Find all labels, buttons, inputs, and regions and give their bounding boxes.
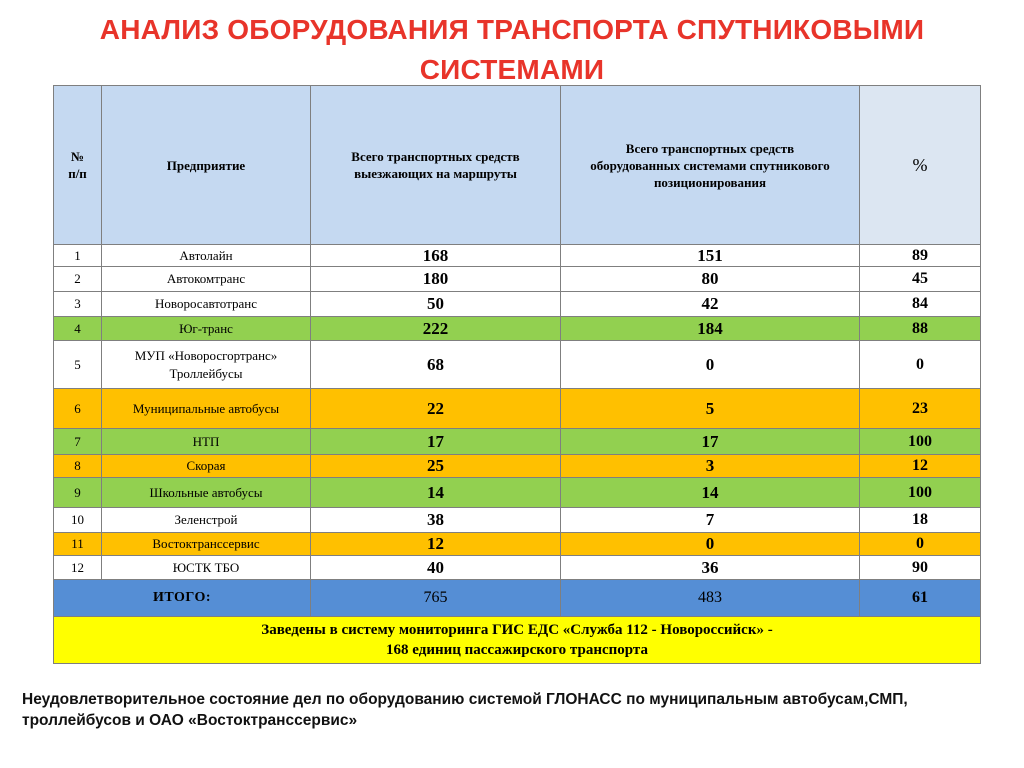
- header-number: № п/п: [54, 86, 102, 245]
- row-equipped-vehicles: 3: [561, 455, 860, 478]
- row-number: 4: [54, 317, 102, 341]
- row-percent: 88: [860, 317, 981, 341]
- row-equipped-vehicles: 42: [561, 292, 860, 317]
- row-number: 5: [54, 341, 102, 389]
- row-percent: 100: [860, 478, 981, 508]
- table-row: [54, 389, 981, 429]
- row-total-vehicles: 14: [311, 478, 561, 508]
- row-percent: 23: [860, 389, 981, 429]
- footer-note: Неудовлетворительное состояние дел по оборудованию системой ГЛОНАСС по муниципальным автобусам,СМП, троллейбусов и ОАО «Востоктранссервис»: [22, 691, 908, 729]
- row-enterprise: Востоктранссервис: [102, 533, 311, 556]
- row-equipped-vehicles: 14: [561, 478, 860, 508]
- table-header-row: [54, 86, 981, 245]
- row-enterprise: МУП «Новоросгортранс» Троллейбусы: [102, 341, 311, 389]
- totals-row: [54, 580, 981, 617]
- row-enterprise: ЮСТК ТБО: [102, 556, 311, 580]
- row-total-vehicles: 17: [311, 429, 561, 455]
- row-total-vehicles: 40: [311, 556, 561, 580]
- row-enterprise: НТП: [102, 429, 311, 455]
- row-total-vehicles: 38: [311, 508, 561, 533]
- row-enterprise: Зеленстрой: [102, 508, 311, 533]
- row-percent: 0: [860, 341, 981, 389]
- table-row: [54, 341, 981, 389]
- monitoring-note-row: [54, 617, 981, 664]
- row-enterprise: Школьные автобусы: [102, 478, 311, 508]
- row-total-vehicles: 50: [311, 292, 561, 317]
- row-percent: 84: [860, 292, 981, 317]
- row-total-vehicles: 12: [311, 533, 561, 556]
- monitoring-note: Заведены в систему мониторинга ГИС ЕДС «Служба 112 - Новороссийск» - 168 единиц пассажирского транспорта: [54, 617, 981, 664]
- page-title-line1: АНАЛИЗ ОБОРУДОВАНИЯ ТРАНСПОРТА СПУТНИКОВЫМИ: [99, 14, 925, 45]
- row-total-vehicles: 22: [311, 389, 561, 429]
- row-enterprise: Юг-транс: [102, 317, 311, 341]
- header-equipped-vehicles: Всего транспортных средств оборудованных системами спутникового позиционирования: [561, 86, 860, 245]
- row-percent: 18: [860, 508, 981, 533]
- table-row: [54, 508, 981, 533]
- row-equipped-vehicles: 0: [561, 533, 860, 556]
- row-number: 1: [54, 245, 102, 267]
- row-equipped-vehicles: 0: [561, 341, 860, 389]
- row-number: 12: [54, 556, 102, 580]
- row-number: 8: [54, 455, 102, 478]
- table-row: [54, 556, 981, 580]
- table-body: [54, 245, 981, 580]
- row-number: 2: [54, 267, 102, 292]
- row-percent: 90: [860, 556, 981, 580]
- row-total-vehicles: 222: [311, 317, 561, 341]
- row-equipped-vehicles: 17: [561, 429, 860, 455]
- row-number: 9: [54, 478, 102, 508]
- row-percent: 0: [860, 533, 981, 556]
- row-total-vehicles: 168: [311, 245, 561, 267]
- row-number: 6: [54, 389, 102, 429]
- row-number: 10: [54, 508, 102, 533]
- row-equipped-vehicles: 184: [561, 317, 860, 341]
- row-equipped-vehicles: 36: [561, 556, 860, 580]
- table-row: [54, 267, 981, 292]
- row-equipped-vehicles: 151: [561, 245, 860, 267]
- table-row: [54, 455, 981, 478]
- totals-equipped: 483: [561, 580, 860, 617]
- row-equipped-vehicles: 7: [561, 508, 860, 533]
- row-equipped-vehicles: 80: [561, 267, 860, 292]
- totals-label: ИТОГО:: [54, 580, 311, 617]
- table-row: [54, 478, 981, 508]
- row-percent: 100: [860, 429, 981, 455]
- header-total-vehicles: Всего транспортных средств выезжающих на маршруты: [311, 86, 561, 245]
- row-percent: 89: [860, 245, 981, 267]
- header-enterprise: Предприятие: [102, 86, 311, 245]
- header-percent: %: [860, 86, 981, 245]
- row-percent: 45: [860, 267, 981, 292]
- row-number: 3: [54, 292, 102, 317]
- table-row: [54, 429, 981, 455]
- page-title-line2: СИСТЕМАМИ: [419, 54, 605, 85]
- table-row: [54, 317, 981, 341]
- row-enterprise: Скорая: [102, 455, 311, 478]
- page-title: [0, 10, 1024, 90]
- table-row: [54, 245, 981, 267]
- row-equipped-vehicles: 5: [561, 389, 860, 429]
- row-enterprise: Автолайн: [102, 245, 311, 267]
- row-total-vehicles: 180: [311, 267, 561, 292]
- row-enterprise: Новоросавтотранс: [102, 292, 311, 317]
- equipment-table: [53, 85, 981, 664]
- row-percent: 12: [860, 455, 981, 478]
- table-row: [54, 533, 981, 556]
- totals-total: 765: [311, 580, 561, 617]
- row-number: 11: [54, 533, 102, 556]
- table-row: [54, 292, 981, 317]
- row-total-vehicles: 68: [311, 341, 561, 389]
- row-total-vehicles: 25: [311, 455, 561, 478]
- totals-percent: 61: [860, 580, 981, 617]
- row-enterprise: Автокомтранс: [102, 267, 311, 292]
- row-enterprise: Муниципальные автобусы: [102, 389, 311, 429]
- row-number: 7: [54, 429, 102, 455]
